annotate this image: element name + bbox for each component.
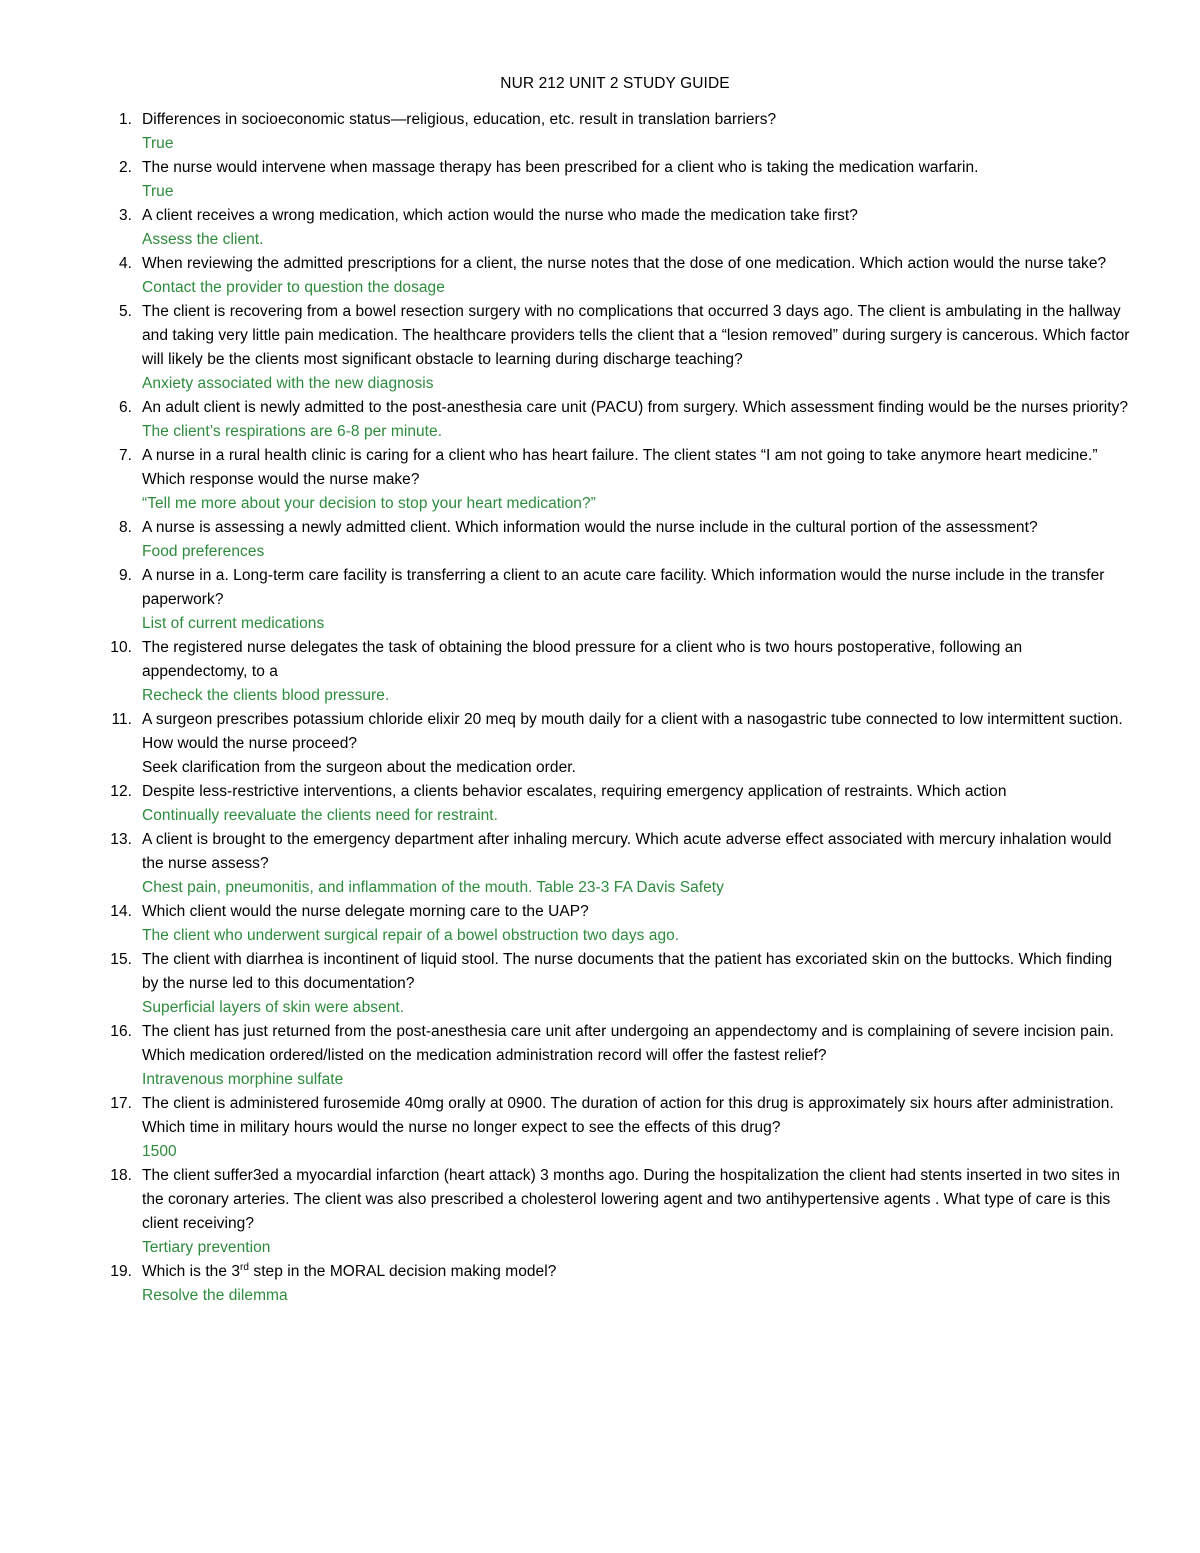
question-item-11 [100,708,1130,780]
question-item-16 [100,1020,1130,1092]
question-number: 6. [118,399,132,416]
answer-text [142,876,1130,900]
answer-main: Intravenous morphine sulfate [142,1071,344,1088]
answer-text [142,1236,1130,1260]
question-item-1 [100,108,1130,156]
question-number: 8. [118,519,132,536]
question-number: 18. [110,1167,132,1184]
answer-main: Recheck the clients blood pressure. [142,687,390,704]
question-text: The client is recovering from a bowel resection surgery with no complications that occurred 3 days ago. The client is ambulating in the hallway and taking very little pain medication. The healthcare providers tells the client that a “lesion removed” during surgery is cancerous. Which factor will likely be the clients most significant obstacle to learning during discharge teaching? [142,303,1130,368]
answer-main: List of current medications [142,615,325,632]
question-text: A nurse in a. Long-term care facility is transferring a client to an acute care facility. Which information would the nurse include in the transfer paperwork? [142,567,1105,608]
answer-main: Chest pain, pneumonitis, and inflammation of the mouth. [142,879,533,896]
question-text: A nurse is assessing a newly admitted client. Which information would the nurse include in the cultural portion of the assessment? [142,519,1038,536]
question-number: 10. [110,639,132,656]
question-item-17 [100,1092,1130,1164]
question-item-19 [100,1260,1130,1308]
question-item-9 [100,564,1130,636]
question-number: 15. [110,951,132,968]
question-text: The client has just returned from the post-anesthesia care unit after undergoing an appendectomy and is complaining of severe incision pain. Which medication ordered/listed on the medication administration record will offer the fastest relief? [142,1023,1115,1064]
answer-text [142,180,1130,204]
answer-text [142,996,1130,1020]
question-number: 16. [110,1023,132,1040]
answer-main: Contact the provider to question the dosage [142,279,445,296]
question-number: 17. [110,1095,132,1112]
question-text: A client is brought to the emergency department after inhaling mercury. Which acute adverse effect associated with mercury inhalation would the nurse assess? [142,831,1112,872]
question-text-part: Which is the 3 [142,1263,241,1280]
answer-reference: Table 23-3 FA Davis Safety [532,879,724,896]
question-item-4 [100,252,1130,300]
question-item-2 [100,156,1130,204]
question-number: 3. [118,207,132,224]
question-number: 14. [110,903,132,920]
answer-main: True [142,135,174,152]
answer-text [142,540,1130,564]
question-text: The client is administered furosemide 40mg orally at 0900. The duration of action for this drug is approximately six hours after administration. Which time in military hours would the nurse no longer expect to see the effects of this drug? [142,1095,1114,1136]
answer-text [142,1140,1130,1164]
question-text: The registered nurse delegates the task of obtaining the blood pressure for a client who is two hours postoperative, following an appendectomy, to a [142,639,1023,680]
question-number: 1. [118,111,132,128]
question-item-15 [100,948,1130,1020]
answer-main: Tertiary prevention [142,1239,271,1256]
question-text-part: step in the MORAL decision making model? [249,1263,557,1280]
question-list [100,108,1130,1308]
ordinal-superscript: rd [240,1261,250,1273]
answer-text [142,132,1130,156]
answer-main: Superficial layers of skin were absent. [142,999,405,1016]
answer-text [142,276,1130,300]
question-item-5 [100,300,1130,396]
question-text: Differences in socioeconomic status—religious, education, etc. result in translation barriers? [142,111,777,128]
question-text: The nurse would intervene when massage therapy has been prescribed for a client who is taking the medication warfarin. [142,159,979,176]
question-text: An adult client is newly admitted to the post-anesthesia care unit (PACU) from surgery. Which assessment finding would be the nurses priority? [142,399,1129,416]
question-number: 4. [118,255,132,272]
question-text: Which client would the nurse delegate morning care to the UAP? [142,903,589,920]
answer-text [142,756,1130,780]
answer-text [142,684,1130,708]
question-item-3 [100,204,1130,252]
question-item-14 [100,900,1130,948]
question-text: A client receives a wrong medication, which action would the nurse who made the medication take first? [142,207,858,224]
question-number: 12. [110,783,132,800]
question-text [142,1260,1130,1284]
question-item-6 [100,396,1130,444]
question-number: 11. [111,711,132,728]
answer-main: “Tell me more about your decision to stop your heart medication?” [142,495,596,512]
answer-main: Seek clarification from the surgeon about the medication order. [142,759,576,776]
question-item-10 [100,636,1130,708]
answer-main: Assess the client. [142,231,264,248]
question-item-8 [100,516,1130,564]
answer-main: 1500 [142,1143,177,1160]
question-item-13 [100,828,1130,900]
answer-main: The client who underwent surgical repair of a bowel obstruction two days ago. [142,927,680,944]
question-text: A surgeon prescribes potassium chloride elixir 20 meq by mouth daily for a client with a nasogastric tube connected to low intermittent suction. How would the nurse proceed? [142,711,1123,752]
answer-text [142,1068,1130,1092]
answer-main: Food preferences [142,543,265,560]
question-text: Despite less-restrictive interventions, a clients behavior escalates, requiring emergency application of restraints. Which action [142,783,1007,800]
question-number: 19. [110,1263,132,1280]
question-text: The client suffer3ed a myocardial infarction (heart attack) 3 months ago. During the hospitalization the client had stents inserted in two sites in the coronary arteries. The client was also prescribed a cholesterol lowering agent and two antihypertensive agents . What type of care is this client receiving? [142,1167,1121,1232]
answer-text [142,612,1130,636]
answer-text [142,492,1130,516]
question-text: The client with diarrhea is incontinent of liquid stool. The nurse documents that the patient has excoriated skin on the buttocks. Which finding by the nurse led to this documentation? [142,951,1113,992]
page-title: NUR 212 UNIT 2 STUDY GUIDE [500,75,730,92]
question-text: A nurse in a rural health clinic is caring for a client who has heart failure. The client states “I am not going to take anymore heart medicine.” Which response would the nurse make? [142,447,1098,488]
answer-main: Anxiety associated with the new diagnosis [142,375,434,392]
question-number: 2. [118,159,132,176]
answer-main: True [142,183,174,200]
question-item-18 [100,1164,1130,1260]
answer-main: Continually reevaluate the clients need for restraint. [142,807,498,824]
question-number: 7. [118,447,132,464]
question-text: When reviewing the admitted prescriptions for a client, the nurse notes that the dose of one medication. Which action would the nurse take? [142,255,1107,272]
answer-text [142,228,1130,252]
question-item-12 [100,780,1130,828]
answer-main: The client’s respirations are 6-8 per minute. [142,423,443,440]
question-number: 9. [118,567,132,584]
question-number: 13. [110,831,132,848]
answer-text [142,372,1130,396]
answer-text: Resolve the dilemma [142,1287,288,1304]
answer-text [142,924,1130,948]
answer-text [142,804,1130,828]
question-item-7 [100,444,1130,516]
question-number: 5. [118,303,132,320]
answer-text [142,420,1130,444]
